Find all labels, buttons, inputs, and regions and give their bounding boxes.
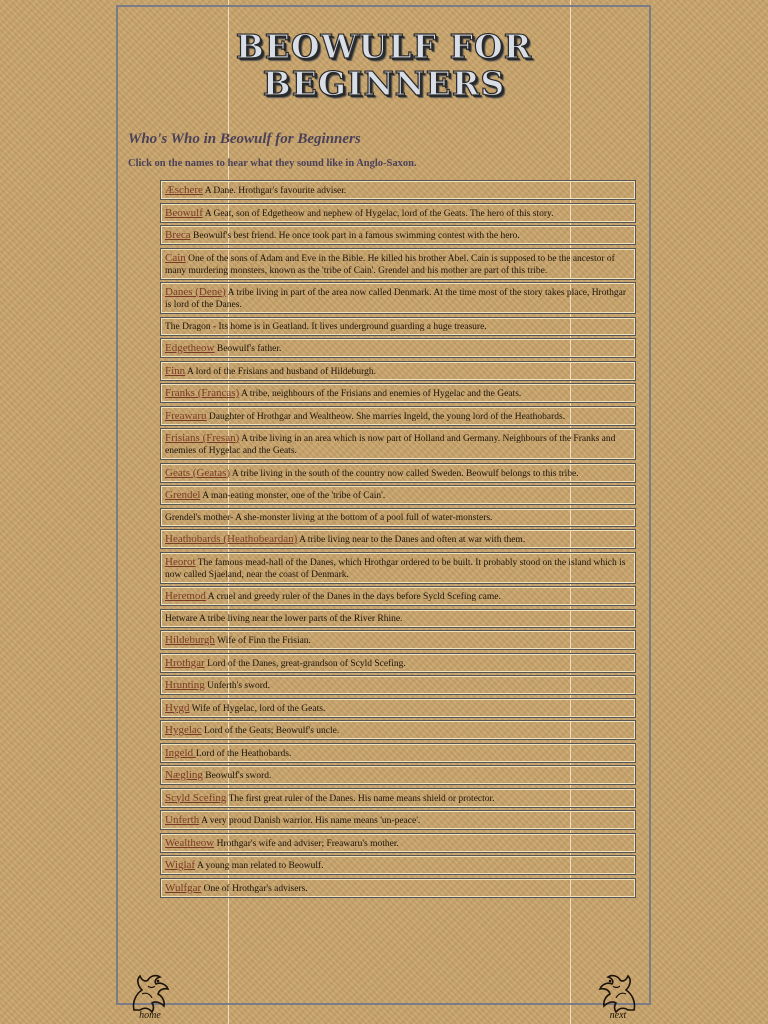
character-description: Lord of the Heathobards. [195,748,292,759]
character-name-link[interactable]: Danes (Dene) [165,286,226,298]
character-entry [160,317,636,336]
character-entry [160,338,636,358]
character-entry [160,529,636,549]
character-entry [160,248,636,280]
character-name-link[interactable]: Scyld Scefing [165,791,227,804]
character-description: A young man related to Beowulf. [195,861,324,871]
character-description: Beowulf's best friend. He once took part in a famous swimming contest with the hero. [190,231,520,241]
character-description: A Dane. Hrothgar's favourite adviser. [202,186,347,196]
character-name-link[interactable]: Wulfgar [165,881,202,894]
instructions-text: Click on the names to hear what they sound like in Anglo-Saxon. [128,158,417,169]
character-name-link[interactable]: Hrothgar [165,656,205,669]
character-entry [160,675,636,695]
character-name-link[interactable]: Hrunting [165,679,205,691]
character-name-link[interactable]: Edgetheow [165,342,215,354]
character-name-link[interactable]: Grendel [165,489,201,501]
character-entry [160,878,636,898]
character-entry [160,180,636,200]
character-entry [160,855,636,875]
title-line-2: BEGINNERS [262,64,506,103]
home-label: home [139,1010,161,1021]
character-entry [160,225,636,245]
character-entry [160,361,636,381]
character-name-link[interactable]: Æschere [165,184,203,196]
character-description: Wife of Finn the Frisian. [214,636,311,646]
character-entry [160,203,636,223]
character-description: A tribe, neighbours of the Frisians and enemies of Hygelac and the Geats. [239,389,522,399]
character-description: Lord of the Danes, great-grandson of Scyld Scefing. [204,658,406,669]
character-entry [160,720,636,740]
character-entry [160,698,636,718]
character-entry [160,586,636,606]
character-name-link[interactable]: Franks (Francas) [165,387,240,399]
page-title [0,28,768,102]
next-button[interactable] [596,972,640,1022]
character-name-link[interactable]: Freawaru [165,409,207,422]
character-description: One of the sons of Adam and Eve in the Bible. He killed his brother Abel. Cain is supposed to be the ancestor of many murdering monsters, known as the 'tribe of Cain'. Grendel and his mother are part of this tribe. [165,253,615,276]
dragon-icon [596,972,640,1014]
character-name-link[interactable]: Beowulf [165,206,203,219]
character-description: The first great ruler of the Danes. His name means shield or protector. [226,793,495,804]
character-description: A cruel and greedy ruler of the Danes in the days before Sycld Scefing came. [205,592,501,602]
character-entry [160,485,636,505]
page-subtitle: Who's Who in Beowulf for Beginners [128,131,361,147]
character-name-link[interactable]: Hygelac [165,724,202,736]
character-description: The Dragon - Its home is in Geatland. It lives underground guarding a huge treasure. [165,321,487,332]
character-description: Grendel's mother- A she-monster living at the bottom of a pool full of water-monsters. [165,512,493,523]
character-entry [160,463,636,483]
character-name-link[interactable]: Unferth [165,814,200,826]
character-description: A tribe living near to the Danes and often at war with them. [297,535,526,545]
home-button[interactable] [128,972,172,1022]
character-description: Hetware A tribe living near the lower parts of the River Rhine. [165,613,403,624]
character-name-link[interactable]: Wiglaf [165,859,196,871]
character-entry [160,765,636,785]
character-name-link[interactable]: Ingeld [165,746,196,759]
character-name-link[interactable]: Hildeburgh [165,634,215,646]
character-entry [160,833,636,853]
character-description: A tribe living in the south of the country now called Sweden. Beowulf belongs to this tribe. [230,468,579,479]
character-name-link[interactable]: Wealtheow [165,836,215,849]
character-description: The famous mead-hall of the Danes, which Hrothgar ordered to be built. It probably stood on the island which is now called Sjaeland, near the coast of Denmark. [165,557,626,580]
character-name-link[interactable]: Nægling [165,769,203,781]
character-description: Daughter of Hrothgar and Wealtheow. She marries Ingeld, the young lord of the Heathobards. [206,411,566,422]
character-description: A man-eating monster, one of the 'tribe of Cain'. [200,491,386,501]
character-description: Lord of the Geats; Beowulf's uncle. [201,726,340,736]
character-entry [160,810,636,830]
character-list [160,180,636,900]
character-name-link[interactable]: Cain [165,251,186,264]
character-description: Hrothgar's wife and adviser; Freawaru's mother. [214,838,399,849]
character-entry [160,383,636,403]
character-description: Beowulf's father. [214,344,282,354]
character-description: A tribe living in part of the area now called Denmark. At the time most of the story takes place, Hrothgar is lord of the Danes. [165,288,626,310]
character-description: A very proud Danish warrior. His name means 'un-peace'. [199,816,421,826]
character-description: Unferth's sword. [204,681,271,691]
character-entry [160,630,636,650]
character-entry [160,282,636,314]
next-label: next [609,1010,627,1021]
character-entry [160,609,636,628]
character-entry [160,428,636,460]
character-name-link[interactable]: Heorot [165,555,196,568]
character-description: Wife of Hygelac, lord of the Geats. [189,703,326,714]
character-name-link[interactable]: Heathobards (Heathobeardan) [165,533,298,545]
character-name-link[interactable]: Heremod [165,590,206,602]
character-description: A tribe living in an area which is now part of Holland and Germany. Neighbours of the Franks and enemies of Hygelac and the Geats. [165,434,616,456]
character-description: One of Hrothgar's advisers. [201,883,308,894]
character-description: Beowulf's sword. [202,771,272,781]
character-name-link[interactable]: Frisians (Fresan) [165,432,240,444]
character-name-link[interactable]: Hygd [165,701,190,714]
character-entry [160,653,636,673]
character-entry [160,743,636,763]
character-entry [160,788,636,808]
character-name-link[interactable]: Breca [165,229,191,241]
dragon-icon [128,972,172,1014]
character-entry [160,552,636,584]
character-entry [160,406,636,426]
character-entry [160,508,636,527]
character-description: A Geat, son of Edgetheow and nephew of Hygelac, lord of the Geats. The hero of this story. [202,208,554,219]
character-description: A lord of the Frisians and husband of Hildeburgh. [185,366,377,377]
character-name-link[interactable]: Geats (Geatas) [165,466,231,479]
title-line-1: BEOWULF FOR [235,27,533,66]
character-name-link[interactable]: Finn [165,364,186,377]
